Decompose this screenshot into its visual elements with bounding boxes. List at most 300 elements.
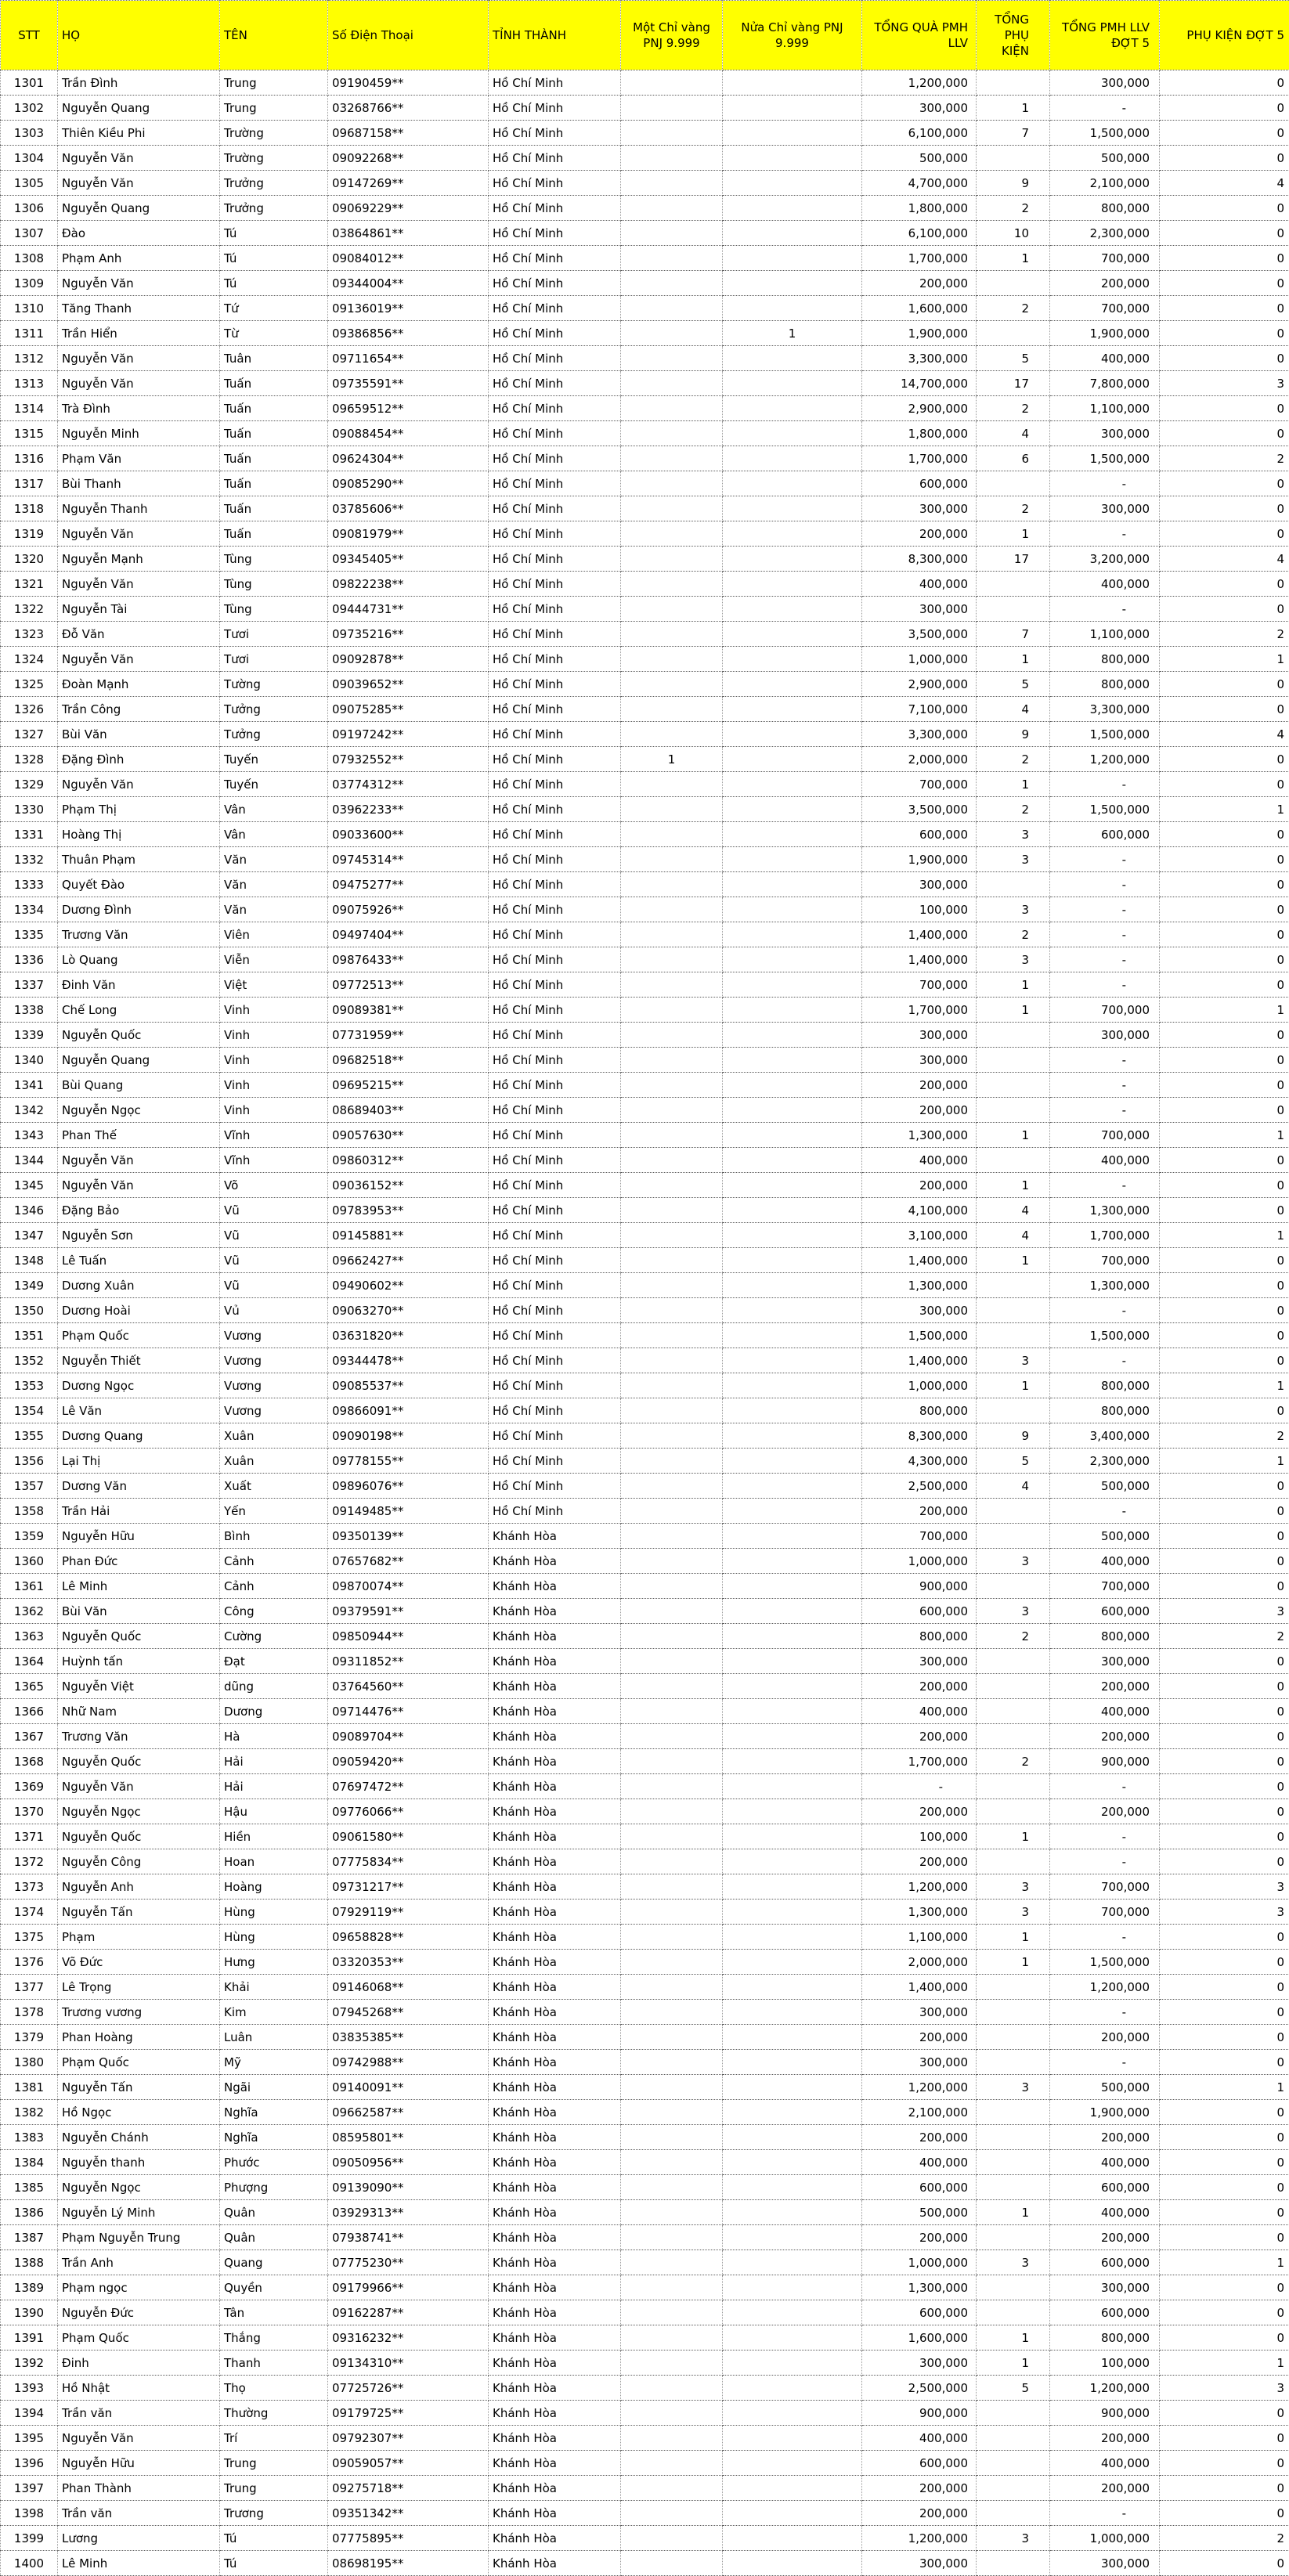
cell-stt[interactable]: 1351 bbox=[1, 1323, 58, 1348]
cell-tong_qua[interactable]: 2,000,000 bbox=[862, 747, 977, 772]
cell-ten[interactable]: Vũ bbox=[220, 1273, 328, 1298]
cell-mot_chi[interactable] bbox=[621, 246, 723, 271]
cell-phone[interactable]: 09687158** bbox=[328, 121, 489, 146]
cell-stt[interactable]: 1352 bbox=[1, 1348, 58, 1373]
cell-nua_chi[interactable] bbox=[723, 96, 862, 121]
cell-phone[interactable]: 09658828** bbox=[328, 1925, 489, 1950]
cell-pk_dot5[interactable]: 0 bbox=[1160, 2426, 1289, 2451]
cell-tong_pk[interactable] bbox=[977, 1323, 1050, 1348]
cell-stt[interactable]: 1369 bbox=[1, 1774, 58, 1799]
cell-ho[interactable]: Phan Thành bbox=[58, 2476, 220, 2501]
cell-tong_qua[interactable]: 200,000 bbox=[862, 2501, 977, 2526]
cell-ho[interactable]: Trương Văn bbox=[58, 922, 220, 947]
cell-province[interactable]: Hồ Chí Minh bbox=[489, 1449, 621, 1474]
cell-phone[interactable]: 09075285** bbox=[328, 697, 489, 722]
cell-ho[interactable]: Nguyễn Tấn bbox=[58, 1900, 220, 1925]
cell-tong_pmh[interactable]: 200,000 bbox=[1050, 2426, 1160, 2451]
cell-province[interactable]: Hồ Chí Minh bbox=[489, 446, 621, 471]
cell-province[interactable]: Hồ Chí Minh bbox=[489, 1223, 621, 1248]
cell-pk_dot5[interactable]: 0 bbox=[1160, 897, 1289, 922]
cell-province[interactable]: Hồ Chí Minh bbox=[489, 121, 621, 146]
cell-ten[interactable]: Vinh bbox=[220, 1023, 328, 1048]
cell-tong_qua[interactable]: - bbox=[862, 1774, 977, 1799]
cell-mot_chi[interactable] bbox=[621, 221, 723, 246]
cell-tong_pk[interactable]: 1 bbox=[977, 246, 1050, 271]
cell-province[interactable]: Hồ Chí Minh bbox=[489, 171, 621, 196]
cell-ten[interactable]: Xuân bbox=[220, 1449, 328, 1474]
cell-tong_pk[interactable]: 9 bbox=[977, 171, 1050, 196]
cell-tong_pmh[interactable]: 400,000 bbox=[1050, 1549, 1160, 1574]
cell-pk_dot5[interactable]: 0 bbox=[1160, 922, 1289, 947]
cell-province[interactable]: Khánh Hòa bbox=[489, 2401, 621, 2426]
cell-mot_chi[interactable] bbox=[621, 2501, 723, 2526]
cell-tong_pk[interactable] bbox=[977, 1098, 1050, 1123]
cell-ho[interactable]: Nguyễn Văn bbox=[58, 346, 220, 371]
cell-stt[interactable]: 1376 bbox=[1, 1950, 58, 1975]
cell-stt[interactable]: 1315 bbox=[1, 421, 58, 446]
cell-nua_chi[interactable] bbox=[723, 1950, 862, 1975]
cell-ten[interactable]: Nghĩa bbox=[220, 2100, 328, 2125]
cell-ho[interactable]: Nguyễn Ngọc bbox=[58, 2175, 220, 2200]
cell-ten[interactable]: Vinh bbox=[220, 1048, 328, 1073]
cell-stt[interactable]: 1329 bbox=[1, 772, 58, 797]
cell-tong_pmh[interactable]: 400,000 bbox=[1050, 2200, 1160, 2225]
cell-ho[interactable]: Nguyễn Quốc bbox=[58, 1749, 220, 1774]
cell-mot_chi[interactable] bbox=[621, 271, 723, 296]
cell-mot_chi[interactable] bbox=[621, 2351, 723, 2376]
cell-stt[interactable]: 1395 bbox=[1, 2426, 58, 2451]
cell-tong_qua[interactable]: 200,000 bbox=[862, 271, 977, 296]
cell-province[interactable]: Khánh Hòa bbox=[489, 1824, 621, 1849]
cell-stt[interactable]: 1335 bbox=[1, 922, 58, 947]
cell-tong_pk[interactable] bbox=[977, 1649, 1050, 1674]
cell-ten[interactable]: Hải bbox=[220, 1749, 328, 1774]
cell-ho[interactable]: Lương bbox=[58, 2526, 220, 2551]
cell-province[interactable]: Khánh Hòa bbox=[489, 1599, 621, 1624]
cell-province[interactable]: Hồ Chí Minh bbox=[489, 847, 621, 872]
cell-province[interactable]: Khánh Hòa bbox=[489, 1950, 621, 1975]
cell-pk_dot5[interactable]: 0 bbox=[1160, 1524, 1289, 1549]
cell-province[interactable]: Khánh Hòa bbox=[489, 2275, 621, 2300]
cell-province[interactable]: Hồ Chí Minh bbox=[489, 722, 621, 747]
cell-mot_chi[interactable] bbox=[621, 346, 723, 371]
cell-mot_chi[interactable] bbox=[621, 2150, 723, 2175]
cell-pk_dot5[interactable]: 4 bbox=[1160, 722, 1289, 747]
cell-mot_chi[interactable] bbox=[621, 521, 723, 547]
cell-stt[interactable]: 1326 bbox=[1, 697, 58, 722]
cell-stt[interactable]: 1380 bbox=[1, 2050, 58, 2075]
cell-stt[interactable]: 1320 bbox=[1, 547, 58, 572]
cell-phone[interactable]: 09146068** bbox=[328, 1975, 489, 2000]
cell-tong_pmh[interactable]: - bbox=[1050, 471, 1160, 496]
cell-ho[interactable]: Trần Anh bbox=[58, 2250, 220, 2275]
cell-phone[interactable]: 09731217** bbox=[328, 1874, 489, 1900]
cell-ho[interactable]: Nguyễn Văn bbox=[58, 1774, 220, 1799]
cell-nua_chi[interactable] bbox=[723, 998, 862, 1023]
cell-tong_pk[interactable]: 3 bbox=[977, 2526, 1050, 2551]
cell-tong_pmh[interactable]: 600,000 bbox=[1050, 1599, 1160, 1624]
cell-tong_pk[interactable]: 2 bbox=[977, 1624, 1050, 1649]
cell-pk_dot5[interactable]: 1 bbox=[1160, 647, 1289, 672]
cell-stt[interactable]: 1337 bbox=[1, 972, 58, 998]
cell-tong_qua[interactable]: 600,000 bbox=[862, 822, 977, 847]
cell-tong_pk[interactable]: 1 bbox=[977, 2200, 1050, 2225]
cell-province[interactable]: Khánh Hòa bbox=[489, 2050, 621, 2075]
cell-nua_chi[interactable] bbox=[723, 797, 862, 822]
cell-nua_chi[interactable] bbox=[723, 1824, 862, 1849]
cell-province[interactable]: Hồ Chí Minh bbox=[489, 471, 621, 496]
cell-tong_qua[interactable]: 1,500,000 bbox=[862, 1323, 977, 1348]
cell-mot_chi[interactable] bbox=[621, 446, 723, 471]
cell-tong_qua[interactable]: 300,000 bbox=[862, 2351, 977, 2376]
cell-phone[interactable]: 09179966** bbox=[328, 2275, 489, 2300]
cell-ho[interactable]: Lê Tuấn bbox=[58, 1248, 220, 1273]
cell-tong_qua[interactable]: 900,000 bbox=[862, 2401, 977, 2426]
cell-nua_chi[interactable] bbox=[723, 2526, 862, 2551]
cell-tong_qua[interactable]: 14,700,000 bbox=[862, 371, 977, 396]
cell-tong_pmh[interactable]: 800,000 bbox=[1050, 647, 1160, 672]
cell-tong_pmh[interactable]: 3,200,000 bbox=[1050, 547, 1160, 572]
cell-tong_qua[interactable]: 1,800,000 bbox=[862, 421, 977, 446]
cell-mot_chi[interactable] bbox=[621, 947, 723, 972]
cell-pk_dot5[interactable]: 0 bbox=[1160, 1323, 1289, 1348]
cell-ho[interactable]: Nguyễn Mạnh bbox=[58, 547, 220, 572]
cell-province[interactable]: Khánh Hòa bbox=[489, 1524, 621, 1549]
cell-mot_chi[interactable] bbox=[621, 847, 723, 872]
cell-phone[interactable]: 07775834** bbox=[328, 1849, 489, 1874]
cell-phone[interactable]: 03835385** bbox=[328, 2025, 489, 2050]
cell-nua_chi[interactable] bbox=[723, 2551, 862, 2576]
cell-pk_dot5[interactable]: 0 bbox=[1160, 1198, 1289, 1223]
cell-province[interactable]: Hồ Chí Minh bbox=[489, 1198, 621, 1223]
cell-stt[interactable]: 1306 bbox=[1, 196, 58, 221]
cell-ho[interactable]: Nguyễn thanh bbox=[58, 2150, 220, 2175]
cell-ho[interactable]: Trương Văn bbox=[58, 1724, 220, 1749]
cell-tong_pk[interactable]: 3 bbox=[977, 947, 1050, 972]
cell-stt[interactable]: 1389 bbox=[1, 2275, 58, 2300]
cell-tong_qua[interactable]: 2,900,000 bbox=[862, 672, 977, 697]
cell-phone[interactable]: 09084012** bbox=[328, 246, 489, 271]
cell-tong_qua[interactable]: 100,000 bbox=[862, 1824, 977, 1849]
cell-ten[interactable]: Tươi bbox=[220, 647, 328, 672]
cell-phone[interactable]: 09742988** bbox=[328, 2050, 489, 2075]
cell-tong_pk[interactable]: 2 bbox=[977, 196, 1050, 221]
cell-province[interactable]: Khánh Hòa bbox=[489, 1900, 621, 1925]
cell-tong_qua[interactable]: 1,300,000 bbox=[862, 1273, 977, 1298]
cell-ho[interactable]: Chế Long bbox=[58, 998, 220, 1023]
cell-province[interactable]: Hồ Chí Minh bbox=[489, 96, 621, 121]
cell-tong_pmh[interactable]: 800,000 bbox=[1050, 196, 1160, 221]
cell-ho[interactable]: Nguyễn Việt bbox=[58, 1674, 220, 1699]
cell-tong_pk[interactable] bbox=[977, 572, 1050, 597]
cell-nua_chi[interactable] bbox=[723, 2501, 862, 2526]
cell-tong_pk[interactable]: 3 bbox=[977, 1549, 1050, 1574]
header-mot_chi[interactable]: Một Chỉ vàng PNJ 9.999 bbox=[621, 1, 723, 70]
cell-pk_dot5[interactable]: 0 bbox=[1160, 2325, 1289, 2351]
cell-phone[interactable]: 09090198** bbox=[328, 1423, 489, 1449]
cell-ho[interactable]: Đặng Bảo bbox=[58, 1198, 220, 1223]
cell-nua_chi[interactable] bbox=[723, 271, 862, 296]
cell-province[interactable]: Hồ Chí Minh bbox=[489, 597, 621, 622]
cell-stt[interactable]: 1355 bbox=[1, 1423, 58, 1449]
cell-tong_pmh[interactable]: 2,300,000 bbox=[1050, 221, 1160, 246]
cell-ho[interactable]: Nguyễn Quốc bbox=[58, 1824, 220, 1849]
cell-stt[interactable]: 1310 bbox=[1, 296, 58, 321]
cell-province[interactable]: Khánh Hòa bbox=[489, 2426, 621, 2451]
cell-phone[interactable]: 09497404** bbox=[328, 922, 489, 947]
cell-nua_chi[interactable] bbox=[723, 496, 862, 521]
cell-nua_chi[interactable] bbox=[723, 2325, 862, 2351]
cell-tong_pmh[interactable]: - bbox=[1050, 872, 1160, 897]
cell-mot_chi[interactable]: 1 bbox=[621, 747, 723, 772]
cell-pk_dot5[interactable]: 0 bbox=[1160, 471, 1289, 496]
cell-tong_pk[interactable]: 9 bbox=[977, 1423, 1050, 1449]
cell-mot_chi[interactable] bbox=[621, 2075, 723, 2100]
cell-tong_qua[interactable]: 100,000 bbox=[862, 897, 977, 922]
cell-phone[interactable]: 09662587** bbox=[328, 2100, 489, 2125]
header-ten[interactable]: TÊN bbox=[220, 1, 328, 70]
cell-ten[interactable]: Văn bbox=[220, 847, 328, 872]
cell-pk_dot5[interactable]: 0 bbox=[1160, 2150, 1289, 2175]
cell-stt[interactable]: 1366 bbox=[1, 1699, 58, 1724]
cell-province[interactable]: Hồ Chí Minh bbox=[489, 897, 621, 922]
cell-tong_pmh[interactable]: 2,300,000 bbox=[1050, 1449, 1160, 1474]
cell-tong_pk[interactable]: 3 bbox=[977, 847, 1050, 872]
cell-mot_chi[interactable] bbox=[621, 1048, 723, 1073]
cell-stt[interactable]: 1348 bbox=[1, 1248, 58, 1273]
cell-tong_qua[interactable]: 1,200,000 bbox=[862, 1874, 977, 1900]
cell-ho[interactable]: Dương Hoài bbox=[58, 1298, 220, 1323]
cell-tong_qua[interactable]: 3,500,000 bbox=[862, 797, 977, 822]
cell-ten[interactable]: Hậu bbox=[220, 1799, 328, 1824]
cell-ten[interactable]: Tùng bbox=[220, 597, 328, 622]
cell-tong_qua[interactable]: 1,100,000 bbox=[862, 1925, 977, 1950]
cell-ten[interactable]: Quân bbox=[220, 2225, 328, 2250]
cell-ho[interactable]: Phạm Quốc bbox=[58, 1323, 220, 1348]
cell-nua_chi[interactable] bbox=[723, 1474, 862, 1499]
cell-ten[interactable]: Tuyến bbox=[220, 772, 328, 797]
cell-phone[interactable]: 09386856** bbox=[328, 321, 489, 346]
cell-ho[interactable]: Bùi Văn bbox=[58, 1599, 220, 1624]
cell-tong_qua[interactable]: 1,700,000 bbox=[862, 246, 977, 271]
cell-ho[interactable]: Phạm ngọc bbox=[58, 2275, 220, 2300]
cell-tong_qua[interactable]: 200,000 bbox=[862, 1499, 977, 1524]
cell-tong_pk[interactable] bbox=[977, 1774, 1050, 1799]
cell-province[interactable]: Hồ Chí Minh bbox=[489, 647, 621, 672]
cell-province[interactable]: Hồ Chí Minh bbox=[489, 421, 621, 446]
cell-ho[interactable]: Lại Thị bbox=[58, 1449, 220, 1474]
cell-ten[interactable]: Thọ bbox=[220, 2376, 328, 2401]
cell-tong_pmh[interactable]: 1,500,000 bbox=[1050, 1950, 1160, 1975]
cell-tong_pmh[interactable]: - bbox=[1050, 1849, 1160, 1874]
cell-stt[interactable]: 1347 bbox=[1, 1223, 58, 1248]
cell-tong_pmh[interactable]: - bbox=[1050, 1173, 1160, 1198]
cell-ho[interactable]: Trần văn bbox=[58, 2501, 220, 2526]
cell-ten[interactable]: Hoan bbox=[220, 1849, 328, 1874]
cell-phone[interactable]: 09089381** bbox=[328, 998, 489, 1023]
cell-tong_pk[interactable]: 4 bbox=[977, 1474, 1050, 1499]
cell-tong_pk[interactable]: 4 bbox=[977, 697, 1050, 722]
cell-tong_qua[interactable]: 1,400,000 bbox=[862, 922, 977, 947]
cell-pk_dot5[interactable]: 1 bbox=[1160, 797, 1289, 822]
cell-ho[interactable]: Quyết Đào bbox=[58, 872, 220, 897]
cell-stt[interactable]: 1317 bbox=[1, 471, 58, 496]
cell-nua_chi[interactable] bbox=[723, 1524, 862, 1549]
cell-tong_qua[interactable]: 300,000 bbox=[862, 1298, 977, 1323]
cell-tong_pk[interactable] bbox=[977, 2050, 1050, 2075]
cell-ten[interactable]: Vũ bbox=[220, 1248, 328, 1273]
cell-ho[interactable]: Đỗ Văn bbox=[58, 622, 220, 647]
cell-tong_qua[interactable]: 2,900,000 bbox=[862, 396, 977, 421]
cell-province[interactable]: Hồ Chí Minh bbox=[489, 1098, 621, 1123]
cell-stt[interactable]: 1381 bbox=[1, 2075, 58, 2100]
cell-mot_chi[interactable] bbox=[621, 2100, 723, 2125]
cell-tong_pmh[interactable]: - bbox=[1050, 1073, 1160, 1098]
cell-ho[interactable]: Nguyễn Văn bbox=[58, 171, 220, 196]
cell-stt[interactable]: 1323 bbox=[1, 622, 58, 647]
cell-tong_qua[interactable]: 200,000 bbox=[862, 1173, 977, 1198]
cell-stt[interactable]: 1316 bbox=[1, 446, 58, 471]
cell-tong_qua[interactable]: 700,000 bbox=[862, 772, 977, 797]
cell-province[interactable]: Khánh Hòa bbox=[489, 2300, 621, 2325]
cell-tong_pmh[interactable]: - bbox=[1050, 521, 1160, 547]
cell-tong_pmh[interactable]: 900,000 bbox=[1050, 2401, 1160, 2426]
cell-pk_dot5[interactable]: 0 bbox=[1160, 2175, 1289, 2200]
cell-ten[interactable]: Tú bbox=[220, 246, 328, 271]
cell-tong_qua[interactable]: 200,000 bbox=[862, 1849, 977, 1874]
cell-ho[interactable]: Phan Hoàng bbox=[58, 2025, 220, 2050]
cell-pk_dot5[interactable]: 0 bbox=[1160, 1824, 1289, 1849]
cell-tong_qua[interactable]: 400,000 bbox=[862, 1148, 977, 1173]
cell-nua_chi[interactable] bbox=[723, 1549, 862, 1574]
cell-mot_chi[interactable] bbox=[621, 572, 723, 597]
cell-pk_dot5[interactable]: 0 bbox=[1160, 121, 1289, 146]
cell-province[interactable]: Hồ Chí Minh bbox=[489, 1423, 621, 1449]
cell-stt[interactable]: 1370 bbox=[1, 1799, 58, 1824]
cell-pk_dot5[interactable]: 0 bbox=[1160, 847, 1289, 872]
cell-nua_chi[interactable] bbox=[723, 1298, 862, 1323]
cell-ho[interactable]: Phạm bbox=[58, 1925, 220, 1950]
cell-mot_chi[interactable] bbox=[621, 1023, 723, 1048]
cell-tong_pk[interactable]: 3 bbox=[977, 1874, 1050, 1900]
cell-tong_pk[interactable]: 1 bbox=[977, 2351, 1050, 2376]
cell-tong_pmh[interactable]: 200,000 bbox=[1050, 1724, 1160, 1749]
cell-nua_chi[interactable] bbox=[723, 1423, 862, 1449]
cell-tong_pk[interactable] bbox=[977, 1574, 1050, 1599]
cell-tong_pmh[interactable]: - bbox=[1050, 1048, 1160, 1073]
cell-nua_chi[interactable] bbox=[723, 1398, 862, 1423]
cell-tong_pk[interactable]: 4 bbox=[977, 421, 1050, 446]
cell-tong_pmh[interactable]: - bbox=[1050, 922, 1160, 947]
cell-nua_chi[interactable] bbox=[723, 1975, 862, 2000]
cell-province[interactable]: Hồ Chí Minh bbox=[489, 1323, 621, 1348]
cell-phone[interactable]: 09659512** bbox=[328, 396, 489, 421]
cell-ten[interactable]: Thường bbox=[220, 2401, 328, 2426]
cell-ten[interactable]: Vũ bbox=[220, 1223, 328, 1248]
cell-pk_dot5[interactable]: 0 bbox=[1160, 1674, 1289, 1699]
cell-ten[interactable]: Quân bbox=[220, 2200, 328, 2225]
cell-nua_chi[interactable] bbox=[723, 1273, 862, 1298]
cell-tong_pk[interactable] bbox=[977, 2426, 1050, 2451]
cell-ho[interactable]: Lê Trọng bbox=[58, 1975, 220, 2000]
cell-tong_qua[interactable]: 4,300,000 bbox=[862, 1449, 977, 1474]
cell-tong_qua[interactable]: 1,000,000 bbox=[862, 2250, 977, 2275]
cell-phone[interactable]: 07929119** bbox=[328, 1900, 489, 1925]
cell-phone[interactable]: 03785606** bbox=[328, 496, 489, 521]
cell-ho[interactable]: Lò Quang bbox=[58, 947, 220, 972]
cell-tong_pmh[interactable]: 800,000 bbox=[1050, 1624, 1160, 1649]
cell-pk_dot5[interactable]: 3 bbox=[1160, 371, 1289, 396]
cell-pk_dot5[interactable]: 0 bbox=[1160, 1724, 1289, 1749]
cell-province[interactable]: Khánh Hòa bbox=[489, 2526, 621, 2551]
cell-tong_qua[interactable]: 200,000 bbox=[862, 1799, 977, 1824]
cell-tong_pk[interactable] bbox=[977, 1023, 1050, 1048]
cell-tong_pmh[interactable]: - bbox=[1050, 897, 1160, 922]
cell-phone[interactable]: 09695215** bbox=[328, 1073, 489, 1098]
cell-phone[interactable]: 09772513** bbox=[328, 972, 489, 998]
cell-tong_pmh[interactable]: 200,000 bbox=[1050, 2225, 1160, 2250]
cell-ten[interactable]: Phượng bbox=[220, 2175, 328, 2200]
cell-ho[interactable]: Phạm Văn bbox=[58, 446, 220, 471]
cell-mot_chi[interactable] bbox=[621, 1950, 723, 1975]
cell-ten[interactable]: Trung bbox=[220, 2476, 328, 2501]
cell-ho[interactable]: Lê Minh bbox=[58, 1574, 220, 1599]
cell-phone[interactable]: 09197242** bbox=[328, 722, 489, 747]
cell-phone[interactable]: 09475277** bbox=[328, 872, 489, 897]
cell-ho[interactable]: Phạm Nguyễn Trung bbox=[58, 2225, 220, 2250]
cell-mot_chi[interactable] bbox=[621, 647, 723, 672]
cell-tong_qua[interactable]: 1,300,000 bbox=[862, 1123, 977, 1148]
cell-pk_dot5[interactable]: 1 bbox=[1160, 998, 1289, 1023]
cell-tong_pmh[interactable]: 700,000 bbox=[1050, 1123, 1160, 1148]
cell-mot_chi[interactable] bbox=[621, 1849, 723, 1874]
cell-pk_dot5[interactable]: 0 bbox=[1160, 747, 1289, 772]
cell-mot_chi[interactable] bbox=[621, 2426, 723, 2451]
cell-phone[interactable]: 09345405** bbox=[328, 547, 489, 572]
cell-ho[interactable]: Huỳnh tấn bbox=[58, 1649, 220, 1674]
cell-tong_pmh[interactable]: - bbox=[1050, 1298, 1160, 1323]
cell-ho[interactable]: Trần Công bbox=[58, 697, 220, 722]
cell-tong_pmh[interactable]: 700,000 bbox=[1050, 296, 1160, 321]
cell-tong_pk[interactable]: 3 bbox=[977, 822, 1050, 847]
cell-stt[interactable]: 1325 bbox=[1, 672, 58, 697]
cell-nua_chi[interactable]: 1 bbox=[723, 321, 862, 346]
cell-nua_chi[interactable] bbox=[723, 847, 862, 872]
cell-mot_chi[interactable] bbox=[621, 1273, 723, 1298]
cell-tong_qua[interactable]: 1,800,000 bbox=[862, 196, 977, 221]
cell-tong_pmh[interactable]: 800,000 bbox=[1050, 672, 1160, 697]
cell-tong_pk[interactable]: 1 bbox=[977, 1373, 1050, 1398]
cell-mot_chi[interactable] bbox=[621, 1398, 723, 1423]
cell-tong_pk[interactable]: 10 bbox=[977, 221, 1050, 246]
cell-tong_pk[interactable] bbox=[977, 2100, 1050, 2125]
cell-tong_qua[interactable]: 300,000 bbox=[862, 2050, 977, 2075]
cell-stt[interactable]: 1394 bbox=[1, 2401, 58, 2426]
cell-tong_pmh[interactable]: 900,000 bbox=[1050, 1749, 1160, 1774]
cell-ten[interactable]: Đạt bbox=[220, 1649, 328, 1674]
cell-stt[interactable]: 1353 bbox=[1, 1373, 58, 1398]
cell-ten[interactable]: Vương bbox=[220, 1348, 328, 1373]
cell-phone[interactable]: 09059057** bbox=[328, 2451, 489, 2476]
cell-tong_qua[interactable]: 200,000 bbox=[862, 1674, 977, 1699]
cell-ten[interactable]: Trưởng bbox=[220, 196, 328, 221]
cell-ho[interactable]: Bùi Quang bbox=[58, 1073, 220, 1098]
cell-stt[interactable]: 1349 bbox=[1, 1273, 58, 1298]
cell-province[interactable]: Khánh Hòa bbox=[489, 2501, 621, 2526]
cell-nua_chi[interactable] bbox=[723, 1774, 862, 1799]
cell-tong_qua[interactable]: 400,000 bbox=[862, 2426, 977, 2451]
cell-pk_dot5[interactable]: 0 bbox=[1160, 572, 1289, 597]
